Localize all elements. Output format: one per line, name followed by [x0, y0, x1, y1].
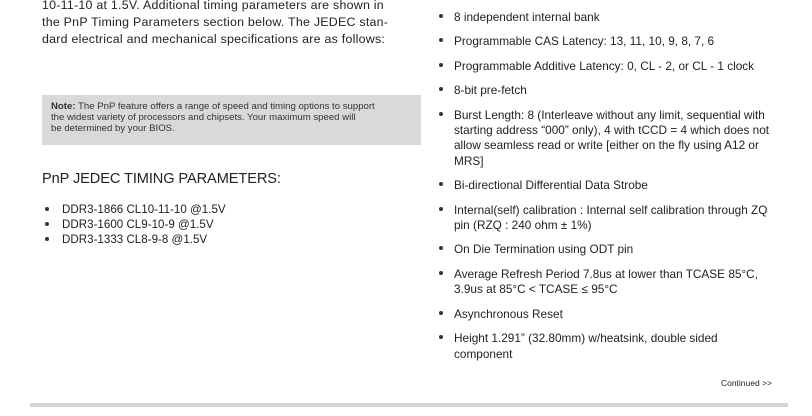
list-item: [438, 267, 788, 298]
bottom-divider: [30, 403, 788, 407]
spec-line: Internal(self) calibration : Internal self calibration through ZQ: [454, 202, 768, 217]
list-item: [438, 10, 788, 25]
spec-line: MRS]: [454, 153, 484, 168]
intro-line: the PnP Timing Parameters section below. The JEDEC stan-: [42, 15, 389, 30]
spec-line: Height 1.291” (32.80mm) w/heatsink, double sided: [454, 331, 718, 346]
list-item: DDR3-1866 CL10-11-10 @1.5V: [42, 202, 226, 217]
list-item: [438, 307, 788, 322]
list-item: [438, 242, 788, 257]
spec-line: 8-bit pre-fetch: [454, 83, 527, 98]
spec-line: Asynchronous Reset: [454, 306, 563, 321]
list-item: [438, 331, 788, 362]
note-line: The PnP feature offers a range of speed and timing options to support: [75, 101, 375, 112]
list-item: [438, 178, 788, 193]
spec-line: Burst Length: 8 (Interleave without any limit, sequential with: [454, 107, 765, 122]
list-item: [438, 108, 788, 170]
spec-line: pin (RZQ : 240 ohm ± 1%): [454, 218, 592, 233]
spec-line: Programmable Additive Latency: 0, CL - 2, or CL - 1 clock: [454, 58, 755, 73]
note-line: the widest variety of processors and chipsets. Your maximum speed will: [51, 112, 356, 123]
spec-line: Average Refresh Period 7.8us at lower than TCASE 85°C,: [454, 266, 758, 281]
list-item: [438, 59, 788, 74]
intro-paragraph: [42, 0, 412, 49]
spec-line: 8 independent internal bank: [454, 10, 600, 24]
note-line: be determined by your BIOS.: [51, 123, 175, 134]
list-item: DDR3-1333 CL8-9-8 @1.5V: [42, 232, 226, 247]
intro-line: 10-11-10 at 1.5V. Additional timing parameters are shown in: [42, 0, 384, 12]
spec-line: On Die Termination using ODT pin: [454, 242, 634, 257]
spec-line: starting address “000” only), 4 with tCCD = 4 which does not: [454, 123, 770, 138]
spec-line: Programmable CAS Latency: 13, 11, 10, 9, 8, 7, 6: [454, 34, 715, 49]
list-item: [438, 83, 788, 98]
timing-parameters-list: [42, 202, 226, 247]
note-label: Note:: [51, 101, 76, 112]
spec-line: allow seamless read or write [either on the fly using A12 or: [454, 138, 759, 153]
list-item: DDR3-1600 CL9-10-9 @1.5V: [42, 217, 226, 232]
intro-line: dard electrical and mechanical specifications are as follows:: [42, 32, 386, 47]
spec-line: 3.9us at 85°C < TCASE ≤ 95°C: [454, 282, 618, 297]
spec-line: component: [454, 346, 513, 361]
spec-line: Bi-directional Differential Data Strobe: [454, 178, 648, 193]
section-title: PnP JEDEC TIMING PARAMETERS:: [42, 171, 281, 187]
list-item: [438, 34, 788, 49]
specifications-list: [438, 10, 788, 371]
continued-link[interactable]: Continued >>: [720, 378, 772, 388]
note-box: [42, 95, 421, 145]
list-item: [438, 203, 788, 234]
